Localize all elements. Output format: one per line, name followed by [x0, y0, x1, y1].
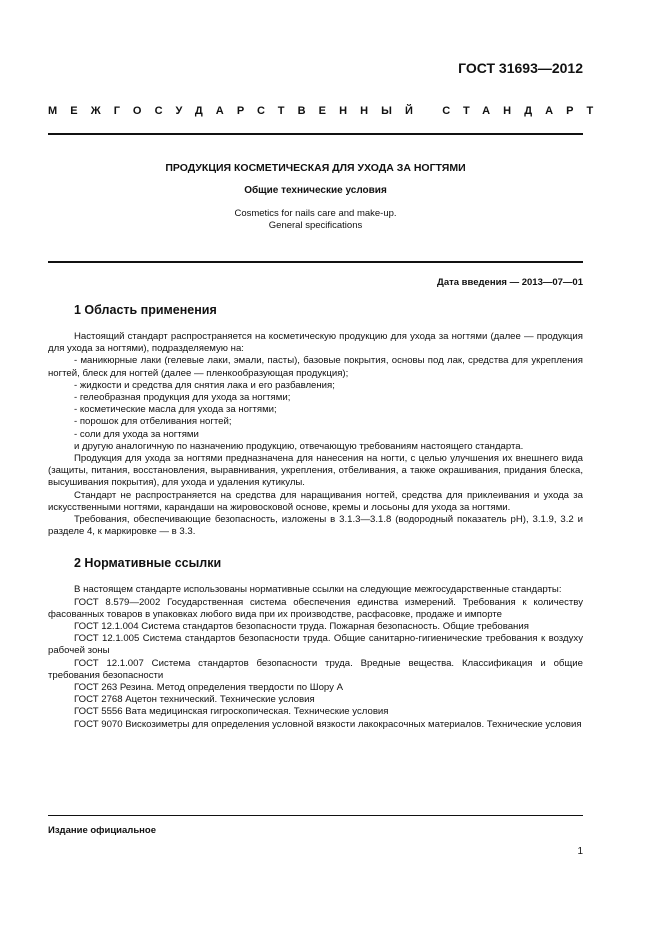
- reference-item: ГОСТ 8.579—2002 Государственная система обеспечения единства измерений. Требования к количеству фасованных товаров в упаковках любого вида при их производстве, расфасовке, продаже и импорте: [48, 596, 583, 620]
- footer-rule: [48, 815, 583, 816]
- title-rule: [48, 261, 583, 263]
- paragraph: Продукция для ухода за ногтями предназначена для нанесения на ногти, с целью улучшения их внешнего вида (защиты, питания, восстановления, выравнивания, укрепления, отбеливания, а также окрашивания, придания блеска, высушивания покрытия), для ухода и удаления кутикулы.: [48, 453, 583, 489]
- paragraph: и другую аналогичную по назначению продукцию, отвечающую требованиям настоящего стандарта.: [74, 440, 524, 452]
- interstate-standard-banner: МЕЖГОСУДАРСТВЕННЫЙ СТАНДАРТ: [48, 105, 607, 117]
- paragraph: Настоящий стандарт распространяется на косметическую продукцию для ухода за ногтями (далее — продукция для ухода за ногтями), подразделяемую на:: [48, 331, 583, 355]
- list-item: - маникюрные лаки (гелевые лаки, эмали, пасты), базовые покрытия, основы под лак, средства для укрепления ногтей, блеск для ногтей (далее — пленкообразующая продукция);: [48, 355, 583, 379]
- gost-code: ГОСТ 31693—2012: [458, 60, 583, 76]
- document-subtitle: Общие технические условия: [244, 185, 387, 196]
- paragraph: Требования, обеспечивающие безопасность, изложены в 3.1.3—3.1.8 (водородный показатель pH), 3.1.9, 3.2 и разделе 4, к маркировке — в 3.3.: [48, 514, 583, 538]
- document-title: ПРОДУКЦИЯ КОСМЕТИЧЕСКАЯ ДЛЯ УХОДА ЗА НОГТЯМИ: [165, 162, 466, 174]
- list-item: - гелеобразная продукция для ухода за ногтями;: [74, 392, 291, 404]
- reference-item: ГОСТ 2768 Ацетон технический. Технические условия: [74, 694, 315, 706]
- reference-item: ГОСТ 263 Резина. Метод определения твердости по Шору А: [74, 682, 343, 694]
- section-1-heading: 1 Область применения: [74, 303, 217, 317]
- document-body: [48, 301, 583, 731]
- english-title-line-2: General specifications: [268, 220, 363, 231]
- paragraph: Стандарт не распространяется на средства для наращивания ногтей, средства для приклеивания и ухода за искусственными ногтями, карандаши на жировосковой основе, кремы и лосьоны для ухода за ногтями.: [48, 489, 583, 513]
- reference-item: ГОСТ 12.1.005 Система стандартов безопасности труда. Общие санитарно-гигиенические требования к воздуху рабочей зоны: [48, 633, 583, 657]
- english-title: [48, 208, 583, 232]
- section-gap: [48, 538, 583, 554]
- paragraph: В настоящем стандарте использованы нормативные ссылки на следующие межгосударственные стандарты:: [74, 584, 562, 596]
- reference-item: ГОСТ 12.1.004 Система стандартов безопасности труда. Пожарная безопасность. Общие требования: [74, 621, 529, 633]
- reference-item: ГОСТ 12.1.007 Система стандартов безопасности труда. Вредные вещества. Классификация и общие требования безопасности: [48, 657, 583, 681]
- list-item: - косметические масла для ухода за ногтями;: [74, 404, 277, 416]
- reference-item: ГОСТ 9070 Вискозиметры для определения условной вязкости лакокрасочных материалов. Технические условия: [74, 718, 582, 730]
- top-rule: [48, 133, 583, 135]
- page-number: 1: [577, 846, 583, 857]
- list-item: - порошок для отбеливания ногтей;: [74, 416, 232, 428]
- reference-item: ГОСТ 5556 Вата медицинская гигроскопическая. Технические условия: [74, 706, 389, 718]
- official-edition-label: Издание официальное: [48, 825, 156, 836]
- list-item: - соли для ухода за ногтями: [74, 428, 199, 440]
- english-title-line-1: Cosmetics for nails care and make-up.: [234, 208, 397, 219]
- section-2-heading: 2 Нормативные ссылки: [74, 556, 222, 571]
- introduction-date: Дата введения — 2013—07—01: [437, 277, 583, 288]
- list-item: - жидкости и средства для снятия лака и его разбавления;: [74, 379, 335, 391]
